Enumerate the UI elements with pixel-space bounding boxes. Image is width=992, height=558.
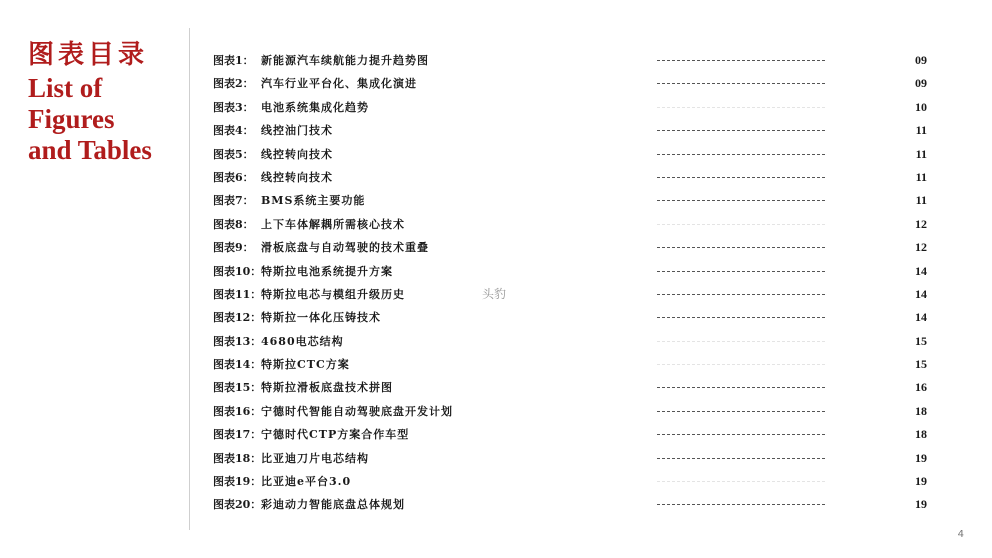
title-chinese: 图表目录: [28, 40, 149, 70]
toc-figure-number: 图表10：: [213, 264, 262, 278]
toc-figure-label: 特斯拉滑板底盘技术拼图: [261, 381, 393, 395]
toc-figure-label: 特斯拉CTC方案: [261, 358, 350, 372]
toc-page-number: 11: [915, 146, 927, 161]
toc-figure-label: 上下车体解耦所需核心技术: [261, 217, 405, 231]
toc-row[interactable]: [213, 470, 933, 493]
toc-figure-number: 图表3：: [213, 100, 254, 114]
toc-row[interactable]: [213, 447, 933, 470]
toc-figure-label: 滑板底盘与自动驾驶的技术重叠: [261, 241, 429, 255]
toc-row[interactable]: [213, 72, 933, 95]
toc-page-number: 10: [915, 99, 927, 114]
toc-page-number: 11: [915, 123, 927, 138]
toc-figure-number: 图表9：: [213, 241, 254, 255]
title-english-line-1: List of: [28, 73, 103, 103]
toc-page-number: 09: [915, 76, 927, 91]
page-number: 4: [957, 529, 964, 540]
toc-row[interactable]: [213, 119, 933, 142]
toc-dotted-leader: [657, 294, 825, 295]
toc-figure-label: 电池系统集成化趋势: [261, 100, 369, 114]
toc-row[interactable]: [213, 260, 933, 283]
toc-page-number: 14: [915, 263, 927, 278]
toc-row[interactable]: [213, 236, 933, 259]
toc-page-number: 12: [915, 240, 927, 255]
toc-figure-label: 比亚迪e平台3.0: [261, 475, 352, 489]
toc-figure-number: 图表15：: [213, 381, 262, 395]
toc-figure-number: 图表4：: [213, 124, 254, 138]
toc-page-number: 15: [915, 333, 927, 348]
toc-row[interactable]: [213, 376, 933, 399]
toc-dotted-leader: [657, 177, 825, 178]
toc-figure-label: 线控油门技术: [261, 124, 333, 138]
toc-figure-number: 图表1：: [213, 54, 254, 67]
toc-figure-label: 彩迪动力智能底盘总体规划: [261, 498, 405, 512]
toc-dotted-leader: [657, 411, 825, 412]
toc-figure-number: 图表17：: [213, 428, 262, 442]
toc-page-number: 14: [915, 286, 927, 301]
toc-row[interactable]: [213, 166, 933, 189]
toc-row[interactable]: [213, 49, 933, 72]
toc-dotted-leader: [657, 387, 825, 388]
title-english-line-3: and Tables: [28, 135, 152, 165]
toc-figure-number: 图表12：: [213, 311, 262, 325]
toc-figure-label: 特斯拉电池系统提升方案: [261, 264, 393, 278]
toc-figure-label: 线控转向技术: [261, 170, 333, 184]
toc-page-number: 18: [915, 427, 927, 442]
toc-figure-label: 特斯拉一体化压铸技术: [261, 311, 381, 325]
toc-row[interactable]: [213, 400, 933, 423]
toc-figure-number: 图表13：: [213, 334, 262, 348]
title-english: [28, 73, 152, 166]
toc-page-number: 14: [915, 310, 927, 325]
toc-page-number: 15: [915, 357, 927, 372]
toc-dotted-leader: [657, 481, 825, 482]
toc-figure-number: 图表11：: [213, 287, 262, 301]
toc-page-number: 19: [915, 450, 927, 465]
toc-dotted-leader: [657, 130, 825, 131]
toc-figure-number: 图表8：: [213, 217, 254, 231]
toc-dotted-leader: [657, 200, 825, 201]
toc-figure-label: 特斯拉电芯与模组升级历史: [261, 287, 405, 301]
toc-dotted-leader: [657, 224, 825, 225]
toc-row[interactable]: [213, 213, 933, 236]
toc-figure-label: 线控转向技术: [261, 147, 333, 161]
toc-page-number: 09: [915, 53, 927, 67]
toc-figure-number: 图表20：: [213, 498, 262, 512]
toc-dotted-leader: [657, 341, 825, 342]
toc-figure-number: 图表5：: [213, 147, 254, 161]
toc-row[interactable]: [213, 493, 933, 516]
toc-figure-label: BMS系统主要功能: [261, 194, 366, 208]
toc-dotted-leader: [657, 434, 825, 435]
toc-dotted-leader: [657, 154, 825, 155]
toc-figure-number: 图表14：: [213, 358, 262, 372]
toc-figure-number: 图表2：: [213, 77, 254, 91]
toc-dotted-leader: [657, 60, 825, 61]
toc-page-number: 12: [915, 216, 927, 231]
watermark: 头豹: [482, 287, 507, 301]
toc-figure-number: 图表18：: [213, 451, 262, 465]
toc-figure-number: 图表16：: [213, 404, 262, 418]
toc-dotted-leader: [657, 364, 825, 365]
toc-figure-label: 宁德时代智能自动驾驶底盘开发计划: [261, 404, 453, 418]
toc-figure-number: 图表7：: [213, 194, 254, 208]
toc-page-number: 19: [915, 497, 927, 512]
toc-row[interactable]: [213, 330, 933, 353]
toc-figure-label: 4680电芯结构: [261, 334, 344, 348]
toc-dotted-leader: [657, 458, 825, 459]
toc-figure-label: 比亚迪刀片电芯结构: [261, 451, 369, 465]
toc-row[interactable]: [213, 143, 933, 166]
toc-page-number: 16: [915, 380, 927, 395]
toc-row[interactable]: [213, 353, 933, 376]
toc-page-number: 18: [915, 403, 927, 418]
toc-figure-label: 宁德时代CTP方案合作车型: [261, 428, 410, 442]
vertical-divider: [189, 28, 190, 530]
toc-page-number: 11: [915, 169, 927, 184]
toc-figure-number: 图表6：: [213, 170, 254, 184]
toc-dotted-leader: [657, 247, 825, 248]
toc-row[interactable]: [213, 306, 933, 329]
toc-row[interactable]: [213, 189, 933, 212]
toc-dotted-leader: [657, 317, 825, 318]
title-english-line-2: Figures: [28, 104, 115, 134]
toc-figure-label: 新能源汽车续航能力提升趋势图: [261, 54, 429, 67]
toc-row[interactable]: [213, 96, 933, 119]
toc-page-number: 11: [915, 193, 927, 208]
toc-row[interactable]: [213, 283, 933, 306]
toc-figure-number: 图表19：: [213, 475, 262, 489]
toc-figure-label: 汽车行业平台化、集成化演进: [261, 77, 417, 91]
section-title: [28, 40, 152, 166]
toc-dotted-leader: [657, 107, 825, 108]
table-of-contents: [213, 49, 933, 517]
toc-dotted-leader: [657, 271, 825, 272]
toc-dotted-leader: [657, 83, 825, 84]
toc-row[interactable]: [213, 423, 933, 446]
toc-page-number: 19: [915, 474, 927, 489]
toc-dotted-leader: [657, 504, 825, 505]
